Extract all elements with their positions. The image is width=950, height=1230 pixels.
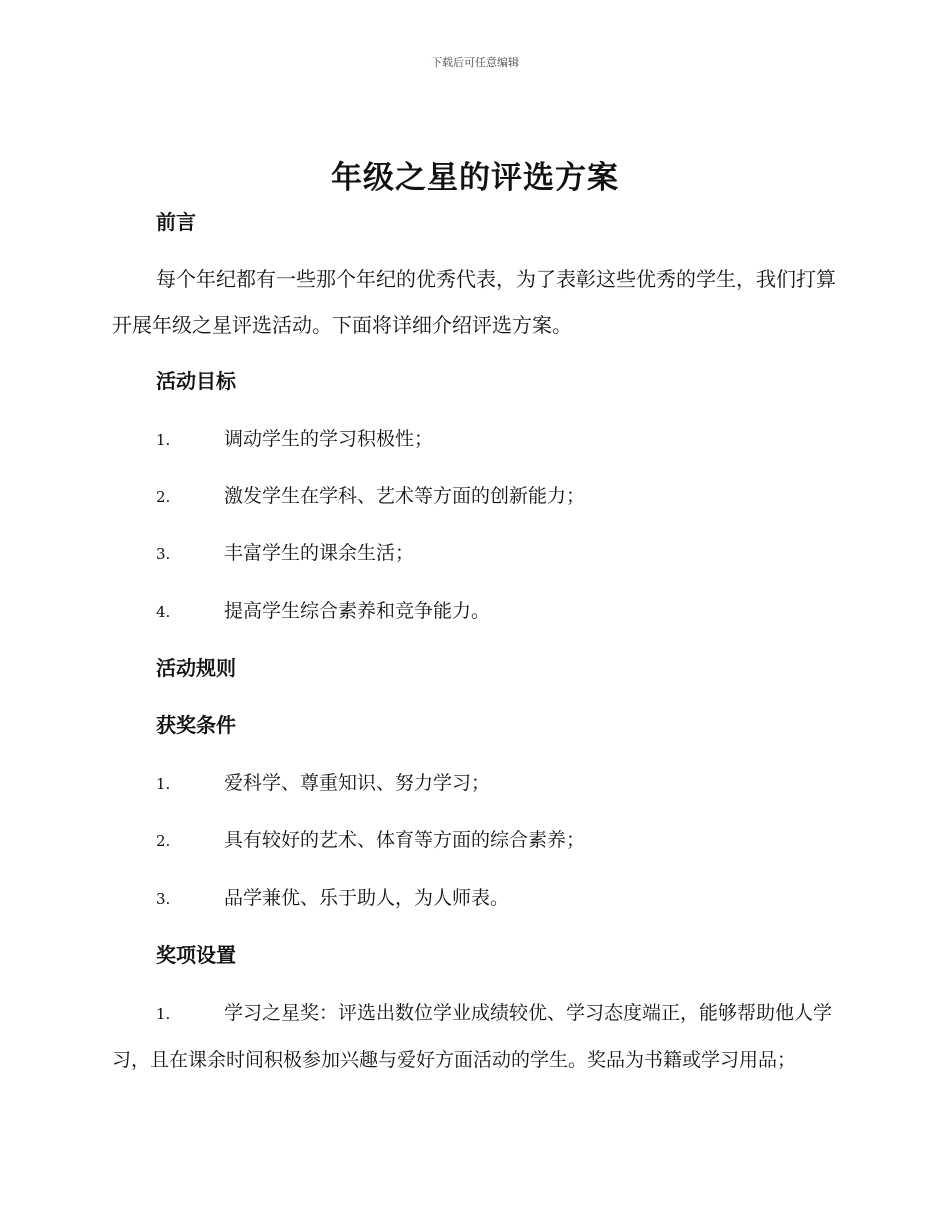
list-item-number: 3. — [156, 545, 171, 563]
list-item-number: 3. — [156, 890, 171, 908]
section-heading-rules: 活动规则 — [156, 656, 236, 680]
list-item-number: 1. — [156, 1005, 171, 1023]
preface-text: 每个年纪都有一些那个年纪的优秀代表，为了表彰这些优秀的学生，我们打算开展年级之星评选活动。下面将详细介绍评选方案。 — [112, 267, 836, 337]
list-item-text: 调动学生的学习积极性； — [224, 428, 434, 450]
list-item — [156, 481, 846, 512]
preface-paragraph — [112, 256, 840, 348]
list-item-number: 1. — [156, 431, 171, 449]
list-item — [156, 424, 846, 455]
header-note: 下载后可任意编辑 — [431, 56, 519, 69]
section-heading-awards: 奖项设置 — [156, 943, 236, 967]
list-item-text: 丰富学生的课余生活； — [224, 542, 415, 564]
section-heading-conditions: 获奖条件 — [156, 713, 236, 737]
list-item-text: 品学兼优、乐于助人，为人师表。 — [224, 887, 510, 909]
list-item-text: 激发学生在学科、艺术等方面的创新能力； — [224, 485, 586, 507]
list-item-text: 具有较好的艺术、体育等方面的综合素养； — [224, 829, 586, 851]
list-item-text: 提高学生综合素养和竞争能力。 — [224, 600, 491, 622]
list-item — [156, 825, 846, 856]
list-item — [156, 538, 846, 569]
list-item-number: 4. — [156, 603, 171, 621]
list-item — [156, 883, 846, 914]
list-item-number: 1. — [156, 775, 171, 793]
document-title: 年级之星的评选方案 — [331, 160, 619, 196]
list-item — [156, 768, 846, 799]
list-item-text: 学习之星奖：评选出数位学业成绩较优、学习态度端正，能够帮助他人学习，且在课余时间积极参加兴趣与爱好方面活动的学生。奖品为书籍或学习用品； — [112, 1002, 833, 1071]
list-item — [156, 596, 846, 627]
list-item-number: 2. — [156, 832, 171, 850]
section-heading-preface: 前言 — [156, 210, 196, 234]
list-item — [112, 990, 840, 1083]
list-item-number: 2. — [156, 488, 171, 506]
section-heading-goals: 活动目标 — [156, 369, 236, 393]
list-item-text: 爱科学、尊重知识、努力学习； — [224, 772, 491, 794]
